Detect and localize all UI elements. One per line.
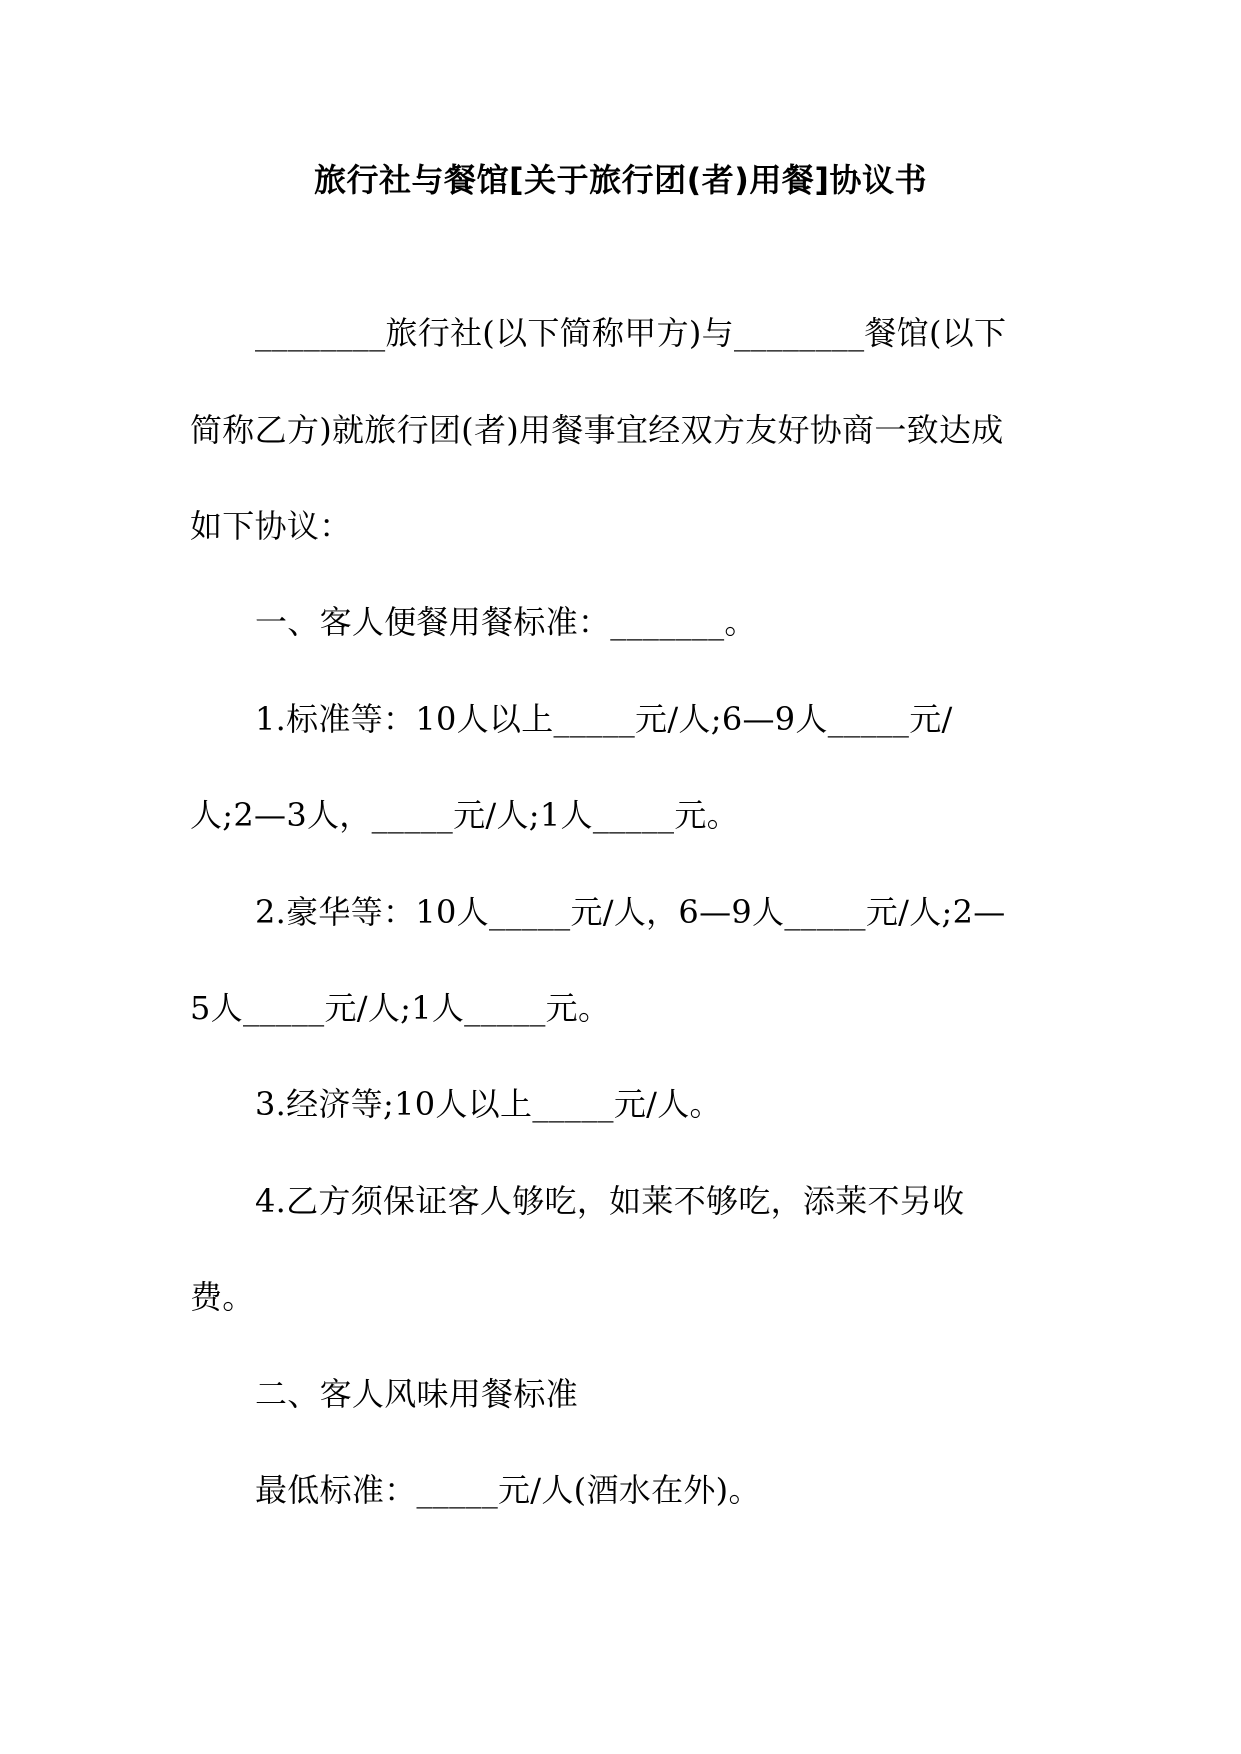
section-1-heading: 一、客人便餐用餐标准：_______。 (255, 603, 757, 641)
paragraph-intro-line-3: 如下协议： (190, 507, 352, 545)
paragraph-intro-line-1: ________旅行社(以下简称甲方)与________餐馆(以下 (255, 314, 1007, 352)
section-2-heading: 二、客人风味用餐标准 (255, 1375, 579, 1413)
clause-1-line-1: 1.标准等：10人以上_____元/人;6—9人_____元/ (255, 700, 953, 738)
clause-2-line-1: 2.豪华等：10人_____元/人，6—9人_____元/人;2— (255, 893, 1006, 931)
clause-4-line-2: 费。 (190, 1278, 255, 1316)
paragraph-intro-line-2: 简称乙方)就旅行团(者)用餐事宜经双方友好协商一致达成 (190, 411, 1004, 449)
clause-4-line-1: 4.乙方须保证客人够吃，如莱不够吃，添莱不另收 (255, 1182, 965, 1220)
clause-2-line-2: 5人_____元/人;1人_____元。 (190, 989, 611, 1027)
clause-1-line-2: 人;2—3人，_____元/人;1人_____元。 (190, 796, 739, 834)
document-title: 旅行社与餐馆[关于旅行团(者)用餐]协议书 (313, 161, 927, 199)
clause-3-line-1: 3.经济等;10人以上_____元/人。 (255, 1085, 722, 1123)
minimum-standard-line: 最低标准：_____元/人(酒水在外)。 (255, 1471, 761, 1509)
